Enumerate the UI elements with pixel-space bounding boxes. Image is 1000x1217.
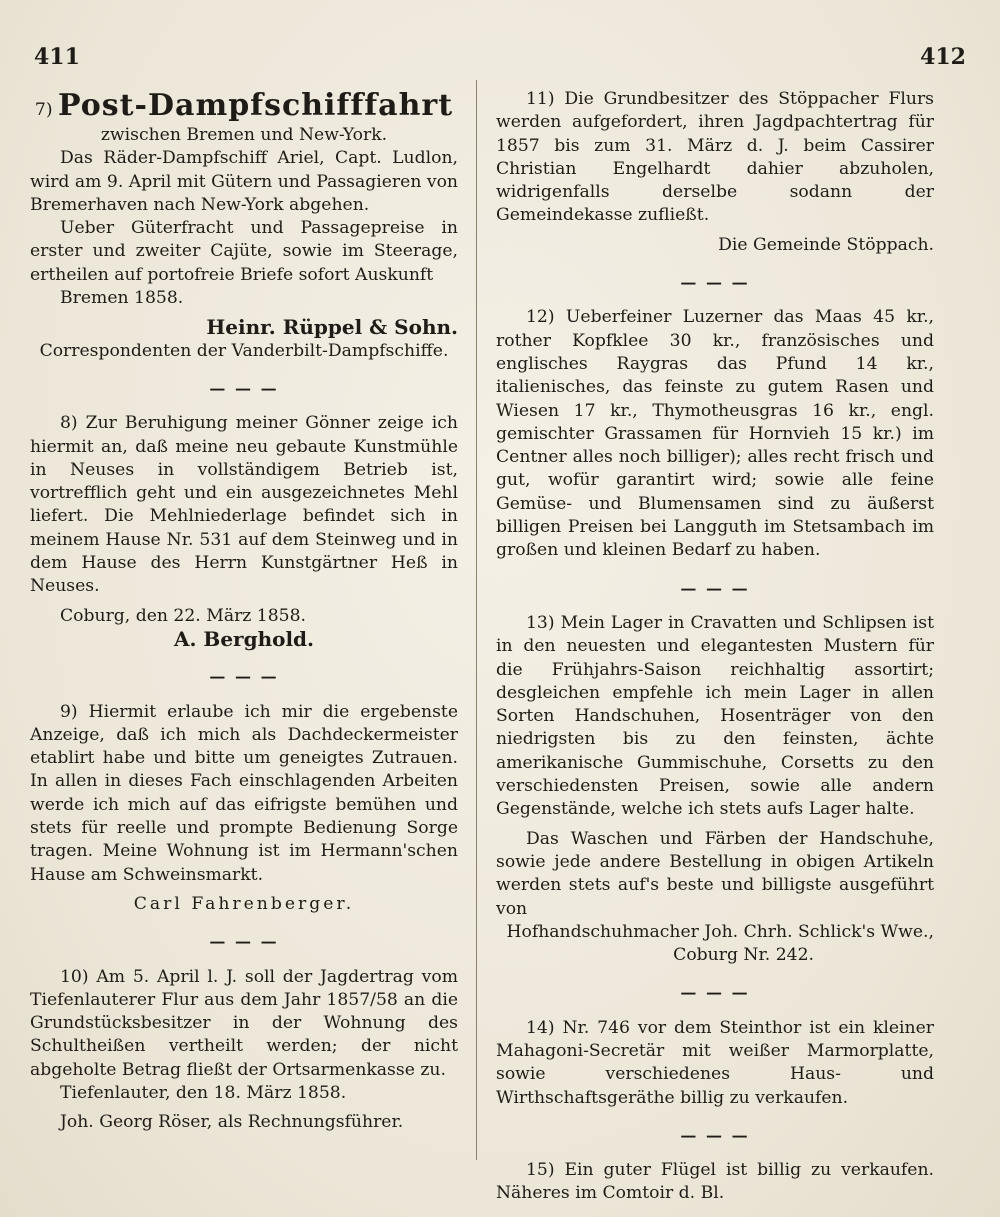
- separator: — — —: [680, 578, 750, 598]
- page-number-left: 411: [34, 44, 80, 70]
- ad-9-text: 9) Hiermit erlaube ich mir die ergebenste Anzeige, daß ich mich als Dachdeckermeister etablirt habe und bitte um geneigtes Zutrauen. In allen in dieses Fach einschlagenden Arbeiten werde ich mich auf das eifrigste bemühen und stets für reelle und prompte Bedienung Sorge tragen. Meine Wohnung ist im Hermann'schen Hause am Schweinsmarkt.: [30, 701, 458, 885]
- separator: — — —: [680, 983, 750, 1003]
- ad-11-text: 11) Die Grundbesitzer des Stöppacher Flurs werden aufgefordert, ihren Jagdpachtertrag für 1857 bis zum 31. März d. J. beim Cassirer Christian Engelhardt dahier abzuholen, widrigenfalls derselbe sodann der Gemeindekasse zufließt.: [496, 89, 934, 226]
- left-column: [30, 88, 458, 1135]
- separator: — — —: [680, 1125, 750, 1145]
- ad-10-signature: Joh. Georg Röser, als Rechnungsführer.: [60, 1112, 404, 1133]
- ad-10: [30, 966, 458, 1135]
- ad-10-text: 10) Am 5. April l. J. soll der Jagdertrag vom Tiefenlauterer Flur aus dem Jahr 1857/58 an die Grundstücksbesitzer in der Wohnung des Schultheißen vertheilt werden; der nicht abgeholte Betrag fließt der Ortsarmenkasse zu.: [30, 966, 458, 1080]
- ad-9: [30, 701, 458, 917]
- separator: — — —: [209, 378, 279, 398]
- ad-7-number: 7): [34, 100, 53, 120]
- ad-8-text: 8) Zur Beruhigung meiner Gönner zeige ich hiermit an, daß meine neu gebaute Kunstmühle in Neuses in vollständigem Betrieb ist, vortrefflich geht und ein ausgezeichnetes Mehl liefert. Die Mehlniederlage befindet sich in meinem Hause Nr. 531 auf dem Steinweg und in dem Hause des Herrn Kunstgärtner Heß in Neuses.: [30, 413, 458, 597]
- ad-13-paragraph-2: Das Waschen und Färben der Handschuhe, sowie jede andere Bestellung in obigen Artikeln werden stets auf's beste und billigste ausgeführt von: [496, 828, 934, 919]
- column-divider: [476, 80, 477, 1160]
- ad-7: [30, 88, 458, 363]
- ad-13-address: Coburg Nr. 242.: [673, 945, 814, 966]
- right-column: [496, 88, 934, 1206]
- separator: — — —: [680, 273, 750, 293]
- ad-13-signature: Hofhandschuhmacher Joh. Chrh. Schlick's Wwe.,: [506, 921, 934, 942]
- ad-8-place-date: Coburg, den 22. März 1858.: [60, 605, 307, 626]
- ad-15-text: 15) Ein guter Flügel ist billig zu verkaufen. Näheres im Comtoir d. Bl.: [496, 1160, 934, 1204]
- ad-10-place-date: Tiefenlauter, den 18. März 1858.: [60, 1082, 347, 1103]
- ad-11-signature: Die Gemeinde Stöppach.: [718, 234, 934, 255]
- ad-14-text: 14) Nr. 746 vor dem Steinthor ist ein kleiner Mahagoni-Secretär mit weißer Marmorplatte, sowie verschiedenes Haus- und Wirthschaftsgeräthe billig zu verkaufen.: [496, 1017, 934, 1108]
- ad-7-subtitle: zwischen Bremen und New-York.: [100, 125, 388, 145]
- ad-8: [30, 412, 458, 651]
- page-number-right: 412: [920, 44, 966, 70]
- ad-7-title: Post-Dampfschifffahrt: [58, 88, 454, 123]
- ad-12: [496, 306, 934, 562]
- ad-7-signature-role: Correspondenten der Vanderbilt-Dampfschiffe.: [39, 340, 449, 361]
- ad-9-signature: Carl Fahrenberger.: [133, 893, 355, 914]
- ad-13-text: 13) Mein Lager in Cravatten und Schlipsen ist in den neuesten und elegantesten Mustern für die Frühjahrs-Saison reichhaltig assortirt; desgleichen empfehle ich mein Lager in allen Sorten Handschuhen, Hosenträger von den niedrigsten bis zu den feinsten, ächte amerikanische Gummischuhe, Corsetts zu den verschiedensten Preisen, sowie alle andern Gegenstände, welche ich stets aufs Lager halte.: [496, 612, 934, 820]
- separator: — — —: [209, 667, 279, 687]
- ad-15: [496, 1159, 934, 1206]
- ad-12-text: 12) Ueberfeiner Luzerner das Maas 45 kr., rother Kopfklee 30 kr., französisches und englisches Raygras das Pfund 14 kr., italienisches, das feinste zu gutem Rasen und Wiesen 17 kr., Thymotheusgras 16 kr., engl. gemischter Grassamen für Hornvieh 15 kr.) im Centner alles noch billiger); alles recht frisch und gut, wofür garantirt wird; sowie alle feine Gemüse- und Blumensamen sind zu äußerst billigen Preisen bei Langguth im Stetsambach im großen und kleinen Bedarf zu haben.: [496, 307, 934, 561]
- ad-8-signature: A. Berghold.: [173, 626, 315, 651]
- ad-7-signature: Heinr. Rüppel & Sohn.: [206, 315, 458, 340]
- ad-13: [496, 612, 934, 967]
- separator: — — —: [209, 932, 279, 952]
- ad-7-paragraph-2: Ueber Güterfracht und Passagepreise in erster und zweiter Cajüte, sowie im Steerage, ertheilen auf portofreie Briefe sofort Auskunft: [30, 218, 458, 285]
- ad-14: [496, 1017, 934, 1110]
- ad-7-paragraph-1: Das Räder-Dampfschiff Ariel, Capt. Ludlon, wird am 9. April mit Gütern und Passagieren von Bremerhaven nach New-York abgehen.: [30, 148, 458, 215]
- ad-11: [496, 88, 934, 257]
- ad-7-place-date: Bremen 1858.: [60, 288, 184, 309]
